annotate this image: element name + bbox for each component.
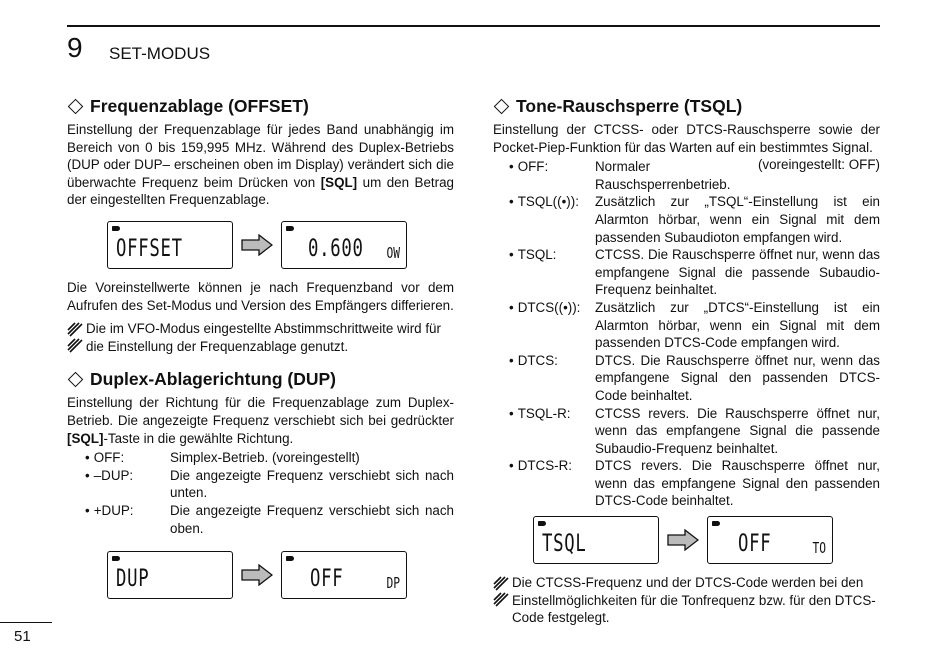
tsql-note: Die CTCSS-Frequenz und der DTCS-Code werden bei den Einstellmöglichkeiten für die Tonfrequenz bzw. für den DTCS-Code festgelegt. [493, 574, 880, 627]
lcd-display [707, 516, 833, 564]
lcd-sub-text: DP [386, 574, 400, 593]
lcd-main-text: DUP [116, 564, 150, 593]
list-item: • TSQL: CTCSS. Die Rauschsperre öffnet nur, wenn das empfangene Signal die passende Subaudio-Frequenz beinhaltet. [509, 247, 880, 298]
duplex-intro: Einstellung der Richtung für die Frequenzablage zum Duplex-Betrieb. Die angezeigte Frequenz verschiebt sich bei gedrückter [SQL]-Taste in die gewählte Richtung. [67, 395, 454, 446]
battery-icon [286, 556, 294, 561]
lcd-sub-text: OW [386, 243, 400, 262]
battery-icon [712, 521, 720, 526]
lcd-display [107, 551, 233, 599]
chapter-title: SET-MODUS [109, 44, 211, 63]
list-item: • OFF: Simplex-Betrieb. (voreingestellt) [85, 450, 360, 466]
duplex-section [67, 369, 454, 599]
page-number: 51 [14, 628, 31, 645]
list-item: • DTCS: DTCS. Die Rauschsperre öffnet nur, wenn das empfangene Signal den passenden DTCS-Code beinhaltet. [509, 352, 880, 403]
lcd-display [107, 221, 233, 269]
diamond-icon [494, 99, 510, 115]
diamond-icon [68, 99, 84, 115]
battery-icon [112, 226, 120, 231]
left-column [67, 96, 454, 609]
lcd-display [533, 516, 659, 564]
list-item: • TSQL-R: CTCSS revers. Die Rauschsperre öffnet nur, wenn das empfangene Signal die passende Subaudio-Frequenz beinhaltet. [509, 405, 880, 456]
battery-icon [112, 556, 120, 561]
tsql-heading: Tone-Rauschsperre (TSQL) [493, 96, 880, 117]
right-column [493, 96, 880, 627]
tsql-options [493, 158, 880, 510]
lcd-main-text: TSQL [542, 529, 587, 558]
lcd-main-text: OFF [738, 529, 772, 558]
lcd-display [281, 551, 407, 599]
tsql-intro: Einstellung der CTCSS- oder DTCS-Rauschsperre sowie der Pocket-Piep-Funktion für das Warten auf ein bestimmtes Signal. (voreingestellt: OFF) [493, 122, 880, 173]
offset-display-sequence [107, 221, 454, 269]
list-item: • TSQL((•)): Zusätzlich zur „TSQL“-Einstellung ist ein Alarmton hörbar, wenn ein Signal mit dem passenden Subaudioton empfangen wird. [509, 194, 880, 245]
offset-heading: Frequenzablage (OFFSET) [67, 96, 454, 117]
duplex-options [67, 449, 454, 537]
duplex-display-sequence [107, 551, 454, 599]
offset-note: Die im VFO-Modus eingestellte Abstimmschrittweite wird für die Einstellung der Frequenzablage genutzt. [67, 320, 454, 355]
lcd-main-text: OFF [310, 564, 344, 593]
lcd-main-text: OFFSET [116, 233, 183, 262]
note-icon [493, 576, 509, 608]
lcd-sub-text: TO [812, 539, 826, 558]
chapter-number: 9 [67, 32, 83, 63]
offset-intro: Einstellung der Frequenzablage für jedes Band unabhängig im Bereich von 0 bis 159,995 MHz. Während des Duplex-Betriebs (DUP oder DUP– erscheinen oben im Display) verändert sich die überwachte Frequenz beim Drücken von [SQL] um den Betrag der eingestellten Frequenzablage. [67, 122, 454, 208]
battery-icon [286, 226, 294, 231]
list-item: • DTCS-R: DTCS revers. Die Rauschsperre öffnet nur, wenn das empfangene Signal den passenden DTCS-Code beinhaltet. [509, 458, 880, 509]
battery-icon [538, 521, 546, 526]
arrow-right-icon [241, 234, 273, 256]
tsql-section [493, 96, 880, 627]
default-note: (voreingestellt: OFF) [757, 157, 880, 173]
lcd-display [281, 221, 407, 269]
tsql-display-sequence [533, 516, 880, 564]
list-item: • +DUP: Die angezeigte Frequenz verschiebt sich nach oben. [85, 502, 454, 536]
note-icon [67, 322, 83, 354]
duplex-heading: Duplex-Ablagerichtung (DUP) [67, 369, 454, 390]
offset-after-text: Die Voreinstellwerte können je nach Frequenzband vor dem Aufrufen des Set-Modus und Version des Empfängers differieren. [67, 279, 454, 313]
offset-section [67, 96, 454, 355]
footer-rule [0, 622, 52, 623]
list-item: • DTCS((•)): Zusätzlich zur „DTCS“-Einstellung ist ein Alarmton hörbar, wenn ein Signal mit dem passenden DTCS-Code empfangen wird. [509, 299, 880, 351]
list-item: • –DUP: Die angezeigte Frequenz verschiebt sich nach unten. [85, 467, 454, 501]
arrow-right-icon [241, 564, 273, 586]
header-rule [67, 25, 880, 27]
arrow-right-icon [667, 529, 699, 551]
lcd-main-text: 0.600 [308, 233, 364, 262]
list-item: • OFF: Normaler Rauschsperrenbetrieb. [509, 159, 731, 192]
diamond-icon [68, 372, 84, 388]
